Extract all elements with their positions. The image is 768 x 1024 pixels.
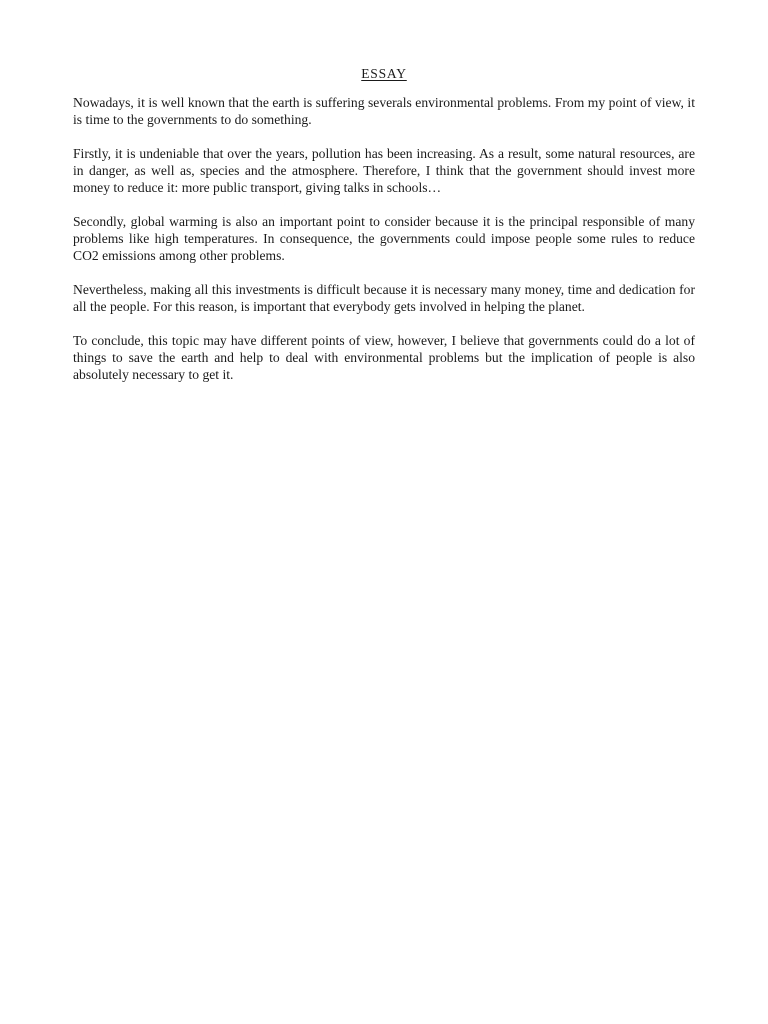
essay-title: ESSAY — [361, 66, 407, 81]
paragraph-conclusion: To conclude, this topic may have different points of view, however, I believe that governments could do a lot of things to save the earth and help to deal with environmental problems but the implication of people is also absolutely necessary to get it. — [73, 333, 695, 382]
paragraph-global-warming: Secondly, global warming is also an important point to consider because it is the principal responsible of many problems like high temperatures. In consequence, the governments could impose people some rules to reduce CO2 emissions among other problems. — [73, 214, 695, 263]
paragraph-pollution: Firstly, it is undeniable that over the years, pollution has been increasing. As a result, some natural resources, are in danger, as well as, species and the atmosphere. Therefore, I think that the government should invest more money to reduce it: more public transport, giving talks in schools… — [73, 146, 695, 195]
paragraph-investments: Nevertheless, making all this investments is difficult because it is necessary many money, time and dedication for all the people. For this reason, is important that everybody gets involved in helping the planet. — [73, 282, 695, 314]
document-page — [73, 66, 695, 400]
paragraph-introduction: Nowadays, it is well known that the earth is suffering severals environmental problems. From my point of view, it is time to the governments to do something. — [73, 95, 695, 127]
